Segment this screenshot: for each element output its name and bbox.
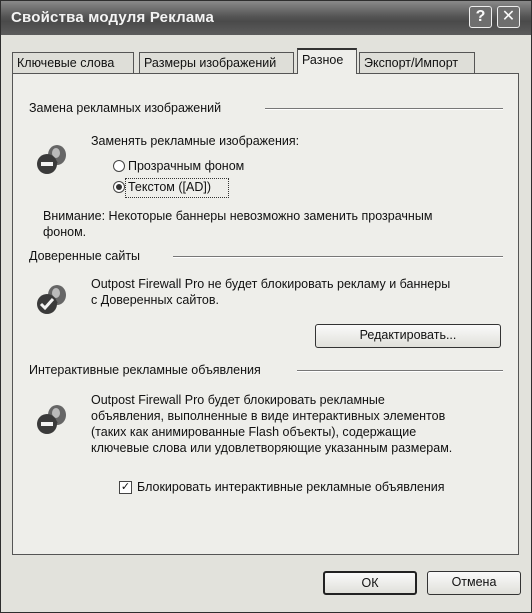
interactive-text-line3: (таких как анимированные Flash объекты), содержащие [91,425,417,439]
replace-images-header: Замена рекламных изображений [29,101,222,115]
cancel-button[interactable]: Отмена [427,571,521,595]
tab-image-sizes[interactable]: Размеры изображений [139,52,294,74]
section-divider [265,108,503,110]
block-interactive-checkbox[interactable]: ✓ [120,481,131,493]
interactive-text-line1: Outpost Firewall Pro будет блокировать рекламные [91,393,385,407]
help-button[interactable]: ? [469,6,492,28]
trusted-text-line2: с Доверенных сайтов. [91,293,219,307]
interactive-text-line2: объявления, выполненные в виде интерактивных элементов [91,409,446,423]
radio-text-ad-label[interactable]: Текстом ([AD]) [128,180,211,194]
title-bar[interactable] [1,1,531,35]
window-title: Свойства модуля Реклама [11,9,214,26]
block-interactive-label[interactable]: Блокировать интерактивные рекламные объявления [137,480,445,494]
ad-blocker-icon [35,402,69,436]
tab-export-import[interactable]: Экспорт/Импорт [359,52,475,74]
replace-prompt: Заменять рекламные изображения: [91,134,300,148]
radio-transparent-label[interactable]: Прозрачным фоном [128,159,245,173]
radio-selected-dot [116,184,122,190]
radio-transparent[interactable] [113,160,125,172]
warning-text-line1: Внимание: Некоторые баннеры невозможно заменить прозрачным [43,209,433,223]
trusted-text-line1: Outpost Firewall Pro не будет блокировать рекламу и баннеры [91,277,451,291]
tab-keywords[interactable]: Ключевые слова [12,52,134,74]
interactive-text-line4: ключевые слова или удовлетворяющие указанным размерам. [91,441,453,455]
warning-text-line2: фоном. [43,225,87,239]
ad-blocker-icon [35,142,69,176]
edit-button[interactable]: Редактировать... [315,324,501,348]
close-button[interactable]: ✕ [497,6,520,28]
section-divider [173,256,503,258]
tab-panel-misc [12,73,519,555]
trusted-sites-header: Доверенные сайты [29,249,141,263]
ad-blocker-icon [35,282,69,316]
radio-text-ad[interactable] [113,181,125,193]
interactive-ads-header: Интерактивные рекламные объявления [29,363,261,377]
ok-button[interactable]: ОК [323,571,417,595]
section-divider [297,370,503,372]
tab-misc[interactable]: Разное [297,48,357,74]
